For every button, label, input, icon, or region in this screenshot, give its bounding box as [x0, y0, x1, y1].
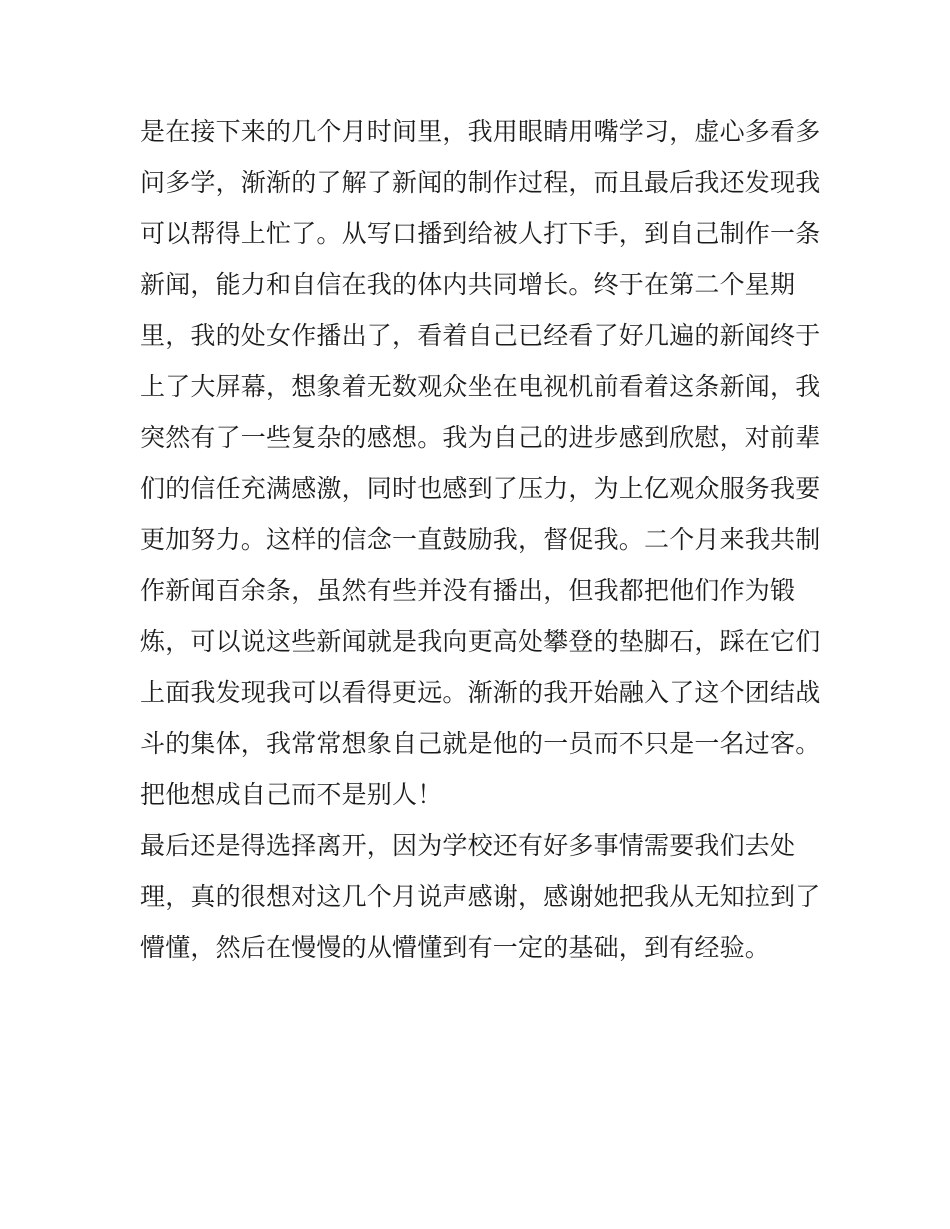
- text-line: 最后还是得选择离开，因为学校还有好多事情需要我们去处: [140, 831, 796, 860]
- text-line: 作新闻百余条，虽然有些并没有播出，但我都把他们作为锻: [140, 576, 796, 605]
- text-line: 里，我的处女作播出了，看着自己已经看了好几遍的新闻终于: [140, 321, 821, 350]
- text-line: 上了大屏幕，想象着无数观众坐在电视机前看着这条新闻，我: [140, 372, 821, 401]
- text-line: 理，真的很想对这几个月说声感谢，感谢她把我从无知拉到了: [140, 882, 821, 911]
- text-line: 们的信任充满感激，同时也感到了压力，为上亿观众服务我要: [140, 474, 821, 503]
- text-line: 可以帮得上忙了。从写口播到给被人打下手，到自己制作一条: [140, 219, 821, 248]
- body-text: [140, 106, 830, 973]
- text-line: 是在接下来的几个月时间里，我用眼睛用嘴学习，虚心多看多: [140, 117, 821, 146]
- text-line: 新闻，能力和自信在我的体内共同增长。终于在第二个星期: [140, 270, 796, 299]
- text-line: 突然有了一些复杂的感想。我为自己的进步感到欣慰，对前辈: [140, 423, 821, 452]
- text-line: 上面我发现我可以看得更远。渐渐的我开始融入了这个团结战: [140, 678, 821, 707]
- text-line: 问多学，渐渐的了解了新闻的制作过程，而且最后我还发现我: [140, 168, 821, 197]
- text-line: 懵懂，然后在慢慢的从懵懂到有一定的基础，到有经验。: [140, 933, 771, 962]
- text-line: 把他想成自己而不是别人！: [140, 780, 443, 809]
- text-line: 斗的集体，我常常想象自己就是他的一员而不只是一名过客。: [140, 729, 821, 758]
- text-line: 炼，可以说这些新闻就是我向更高处攀登的垫脚石，踩在它们: [140, 627, 821, 656]
- text-line: 更加努力。这样的信念一直鼓励我，督促我。二个月来我共制: [140, 525, 821, 554]
